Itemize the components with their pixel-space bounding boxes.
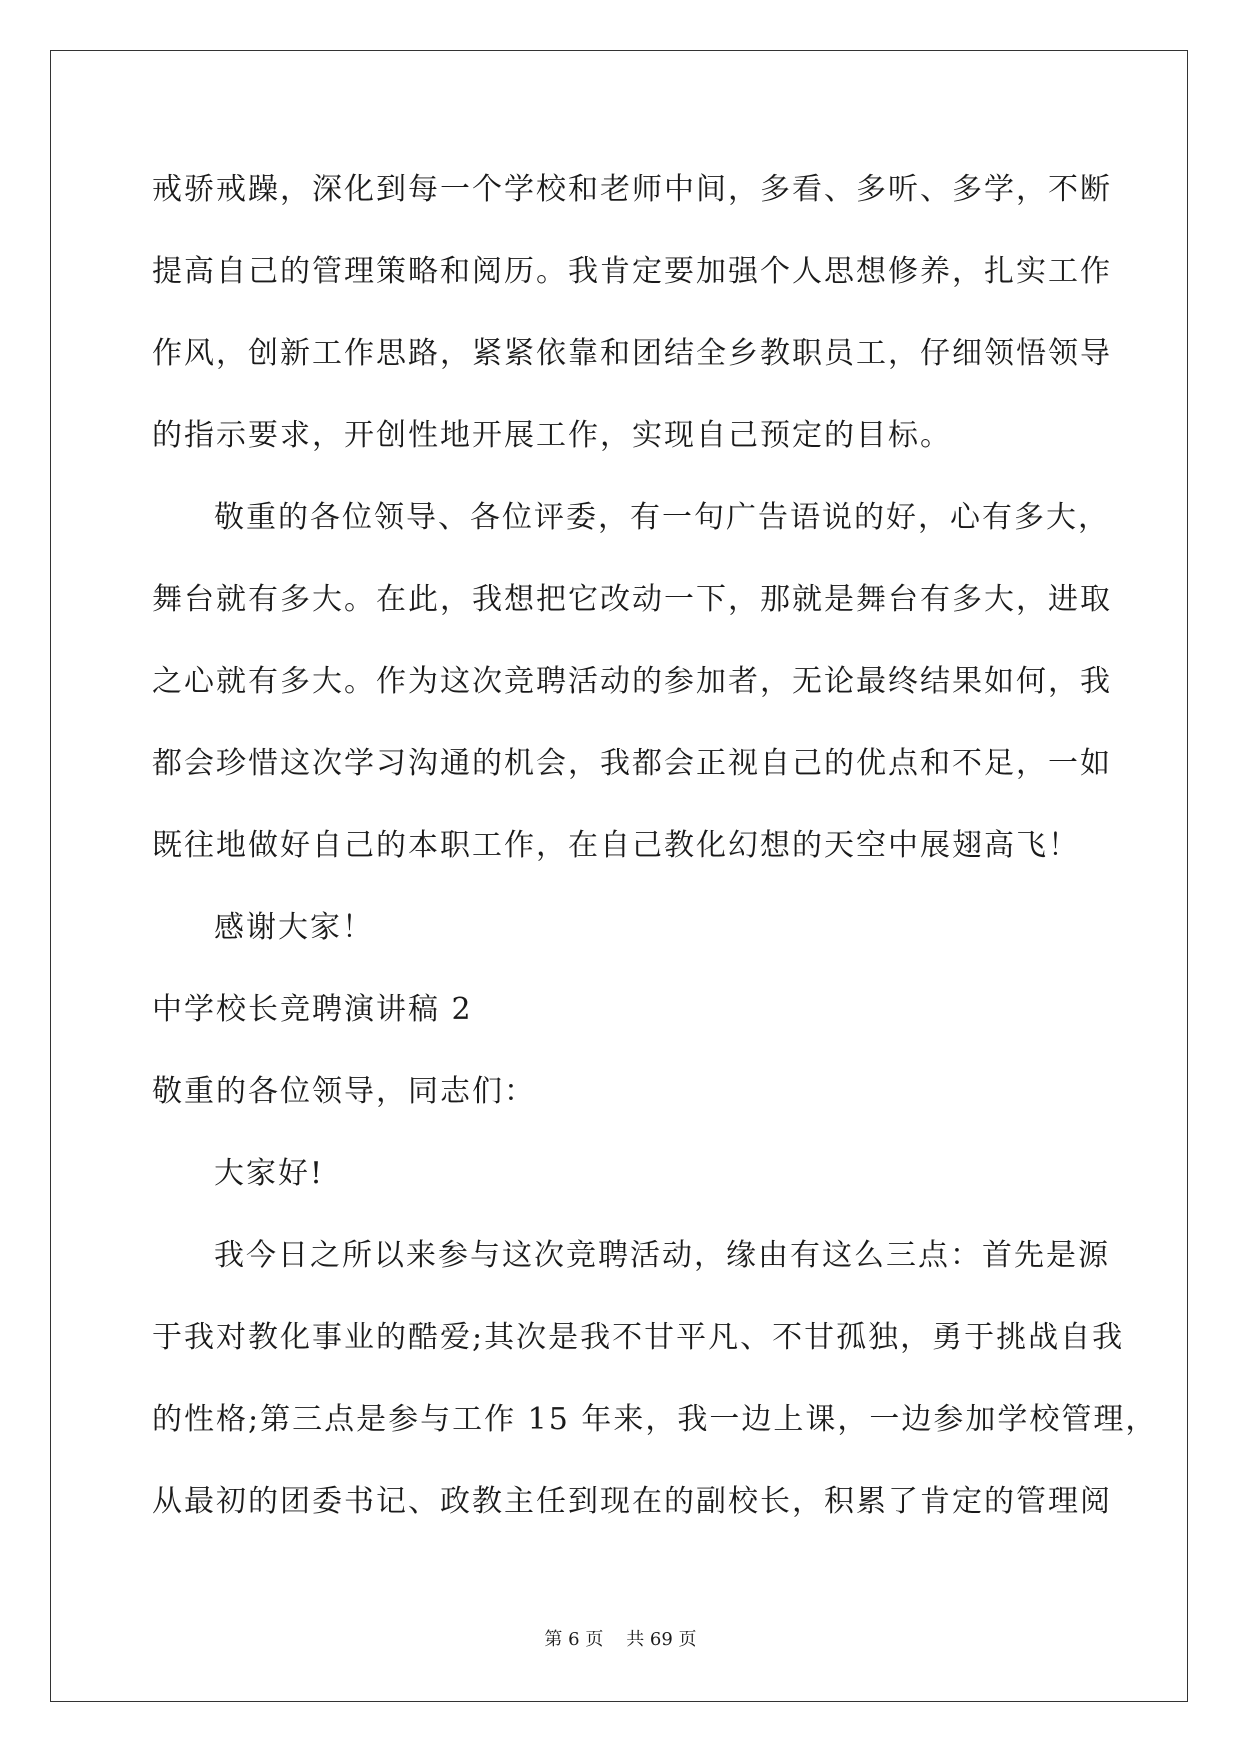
body-text-line-9: 既往地做好自己的本职工作，在自己教化幻想的天空中展翅高飞！ [152, 828, 1080, 863]
page-number-footer: 第 6 页 共 69 页 [544, 1629, 697, 1650]
body-text-line-4: 的指示要求，开创性地开展工作，实现自己预定的目标。 [152, 418, 952, 453]
salutation: 敬重的各位领导，同志们： [152, 1074, 536, 1109]
greeting: 大家好! [214, 1156, 325, 1191]
body-text-line-6: 舞台就有多大。在此，我想把它改动一下，那就是舞台有多大，进取 [152, 582, 1112, 617]
closing-thanks: 感谢大家！ [214, 910, 374, 945]
body-text-line-15: 于我对教化事业的酷爱;其次是我不甘平凡、不甘孤独，勇于挑战自我 [152, 1320, 1125, 1355]
body-text-line-1: 戒骄戒躁，深化到每一个学校和老师中间，多看、多听、多学，不断 [152, 172, 1112, 207]
body-text-line-2: 提高自己的管理策略和阅历。我肯定要加强个人思想修养，扎实工作 [152, 254, 1112, 289]
body-text-line-7: 之心就有多大。作为这次竞聘活动的参加者，无论最终结果如何，我 [152, 664, 1112, 699]
page-border [50, 50, 1188, 1702]
body-text-line-14: 我今日之所以来参与这次竞聘活动，缘由有这么三点：首先是源 [214, 1238, 1110, 1273]
body-text-line-17: 从最初的团委书记、政教主任到现在的副校长，积累了肯定的管理阅 [152, 1484, 1112, 1519]
body-text-line-16: 的性格;第三点是参与工作 15 年来，我一边上课，一边参加学校管理， [152, 1402, 1158, 1437]
section-title: 中学校长竞聘演讲稿 2 [152, 992, 473, 1027]
body-text-line-8: 都会珍惜这次学习沟通的机会，我都会正视自己的优点和不足，一如 [152, 746, 1112, 781]
body-text-line-3: 作风，创新工作思路，紧紧依靠和团结全乡教职员工，仔细领悟领导 [152, 336, 1112, 371]
body-text-line-5: 敬重的各位领导、各位评委，有一句广告语说的好，心有多大， [214, 500, 1110, 535]
